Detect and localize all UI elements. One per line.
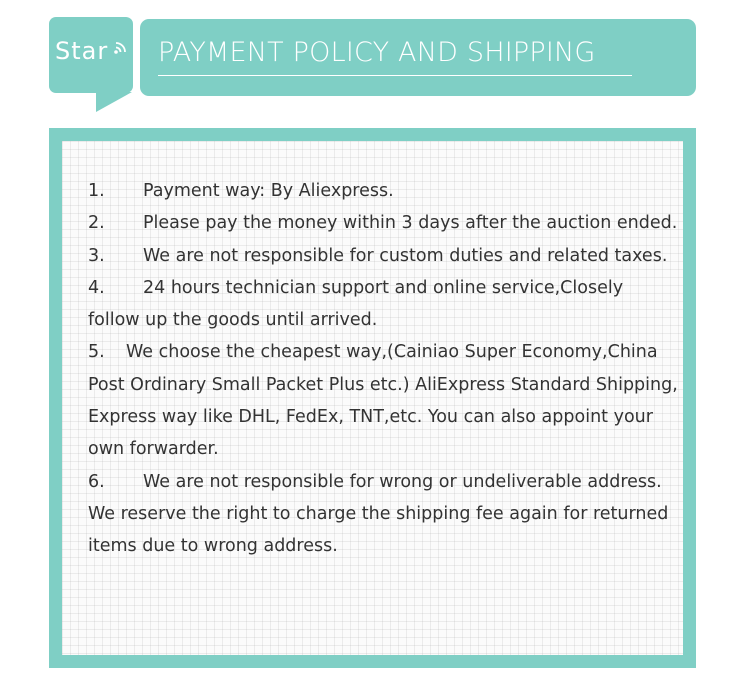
policy-item-text: We are not responsible for custom duties and related taxes. — [143, 245, 668, 266]
policy-item-4 — [88, 272, 678, 337]
policy-item-number: 2. — [88, 213, 105, 234]
policy-item-text: We choose the cheapest way,(Cainiao Super Economy,China Post Ordinary Small Packet Plus etc.) AliExpress Standard Shipping, Express way like DHL, FedEx, TNT,etc. You can also appoint your own forwarder. — [88, 342, 678, 460]
policy-item-2 — [88, 207, 678, 239]
wifi-signal-icon — [113, 39, 129, 55]
policy-item-number: 5. — [88, 342, 105, 363]
policy-item-number: 1. — [88, 181, 105, 201]
page-title: PAYMENT POLICY AND SHIPPING — [158, 37, 596, 68]
policy-item-6 — [88, 466, 678, 563]
brand-logo — [49, 17, 133, 93]
policy-item-text: Payment way: By Aliexpress. — [143, 181, 394, 201]
logo-bubble-tail — [96, 92, 132, 112]
policy-item-3 — [88, 240, 678, 272]
policy-frame — [49, 128, 696, 668]
policy-item-number: 6. — [88, 471, 105, 492]
policy-list — [88, 175, 678, 563]
policy-item-text: 24 hours technician support and online service,Closely follow up the goods until arrived. — [88, 277, 624, 331]
policy-item-number: 4. — [88, 277, 105, 298]
policy-item-text: We are not responsible for wrong or undeliverable address. We reserve the right to charge the shipping fee again for returned items due to wrong address. — [88, 471, 669, 557]
policy-item-5 — [88, 336, 678, 465]
header-banner — [140, 19, 696, 96]
policy-panel — [62, 141, 683, 655]
title-underline — [158, 75, 632, 76]
policy-item-text: Please pay the money within 3 days after the auction ended. — [143, 213, 678, 234]
brand-logo-text: Star — [55, 37, 109, 65]
policy-item-number: 3. — [88, 245, 105, 266]
policy-item-1 — [88, 175, 678, 207]
